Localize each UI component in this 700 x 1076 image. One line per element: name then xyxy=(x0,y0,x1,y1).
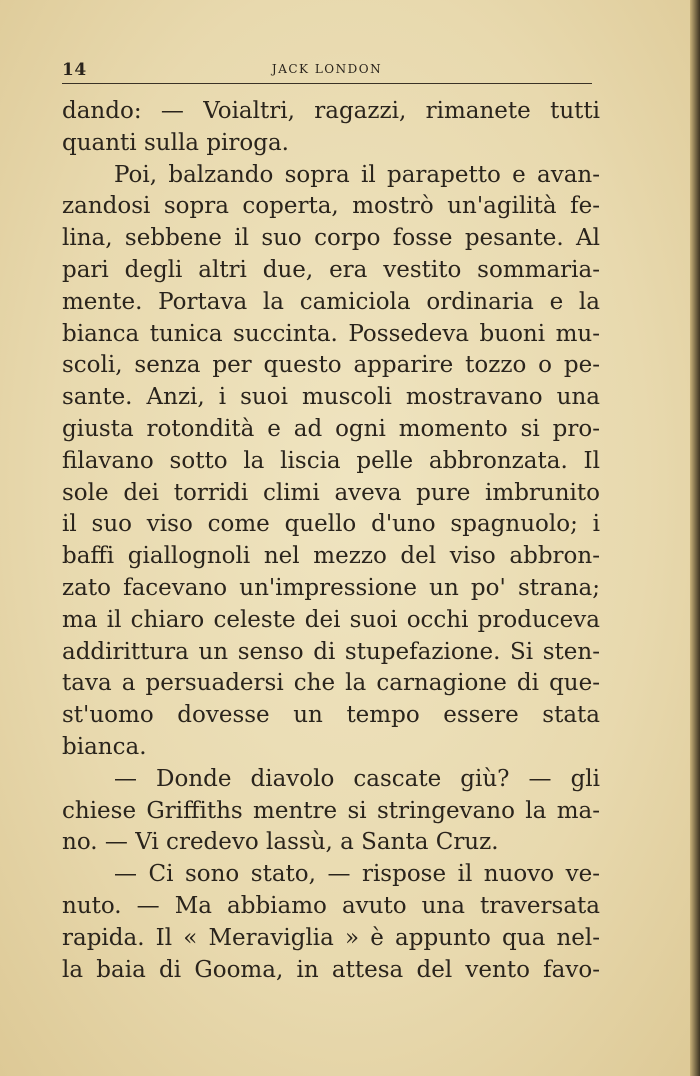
text-line: addirittura un senso di stupefazione. Si sten- xyxy=(62,638,600,665)
running-head xyxy=(62,60,592,82)
text-line: baffi giallognoli nel mezzo del viso abbron- xyxy=(62,543,600,570)
page-edge xyxy=(690,0,700,1076)
text-line: ma il chiaro celeste dei suoi occhi produceva xyxy=(62,606,600,633)
text-line: bianca tunica succinta. Possedeva buoni mu- xyxy=(62,320,600,347)
text-line: Poi, balzando sopra il parapetto e avan- xyxy=(114,161,600,188)
text-line: bianca. xyxy=(62,733,147,760)
header-title: JACK LONDON xyxy=(271,62,383,76)
text-line: quanti sulla piroga. xyxy=(62,129,289,156)
text-line: sole dei torridi climi aveva pure imbrunito xyxy=(62,479,600,506)
text-line: la baia di Gooma, in attesa del vento favo- xyxy=(62,956,600,983)
text-line: — Ci sono stato, — rispose il nuovo ve- xyxy=(114,861,600,888)
text-line: dando: — Voialtri, ragazzi, rimanete tutti xyxy=(62,98,600,124)
page-number: 14 xyxy=(62,60,87,80)
text-line: zandosi sopra coperta, mostrò un'agilità fe- xyxy=(62,193,600,220)
text-line: no. — Vi credevo lassù, a Santa Cruz. xyxy=(62,829,499,856)
text-line: — Donde diavolo cascate giù? — gli xyxy=(114,765,600,792)
header-rule xyxy=(62,83,592,84)
text-line: filavano sotto la liscia pelle abbronzata. Il xyxy=(62,447,600,474)
text-line: tava a persuadersi che la carnagione di que- xyxy=(62,670,600,697)
text-line: scoli, senza per questo apparire tozzo o pe- xyxy=(62,352,600,379)
text-line: st'uomo dovesse un tempo essere stata xyxy=(62,702,600,729)
text-line: lina, sebbene il suo corpo fosse pesante. Al xyxy=(62,225,600,252)
text-line: zato facevano un'impressione un po' strana; xyxy=(62,574,600,601)
text-line: sante. Anzi, i suoi muscoli mostravano una xyxy=(62,384,600,411)
text-line: il suo viso come quello d'uno spagnuolo; i xyxy=(62,511,600,538)
text-line: mente. Portava la camiciola ordinaria e la xyxy=(62,288,600,315)
text-line: rapida. Il « Meraviglia » è appunto qua nel- xyxy=(62,924,600,951)
body-text xyxy=(62,96,600,986)
text-line: nuto. — Ma abbiamo avuto una traversata xyxy=(62,892,600,919)
text-line: giusta rotondità e ad ogni momento si pro- xyxy=(62,415,600,442)
text-line: chiese Griffiths mentre si stringevano la ma- xyxy=(62,797,600,824)
text-line: pari degli altri due, era vestito sommaria- xyxy=(62,256,600,283)
